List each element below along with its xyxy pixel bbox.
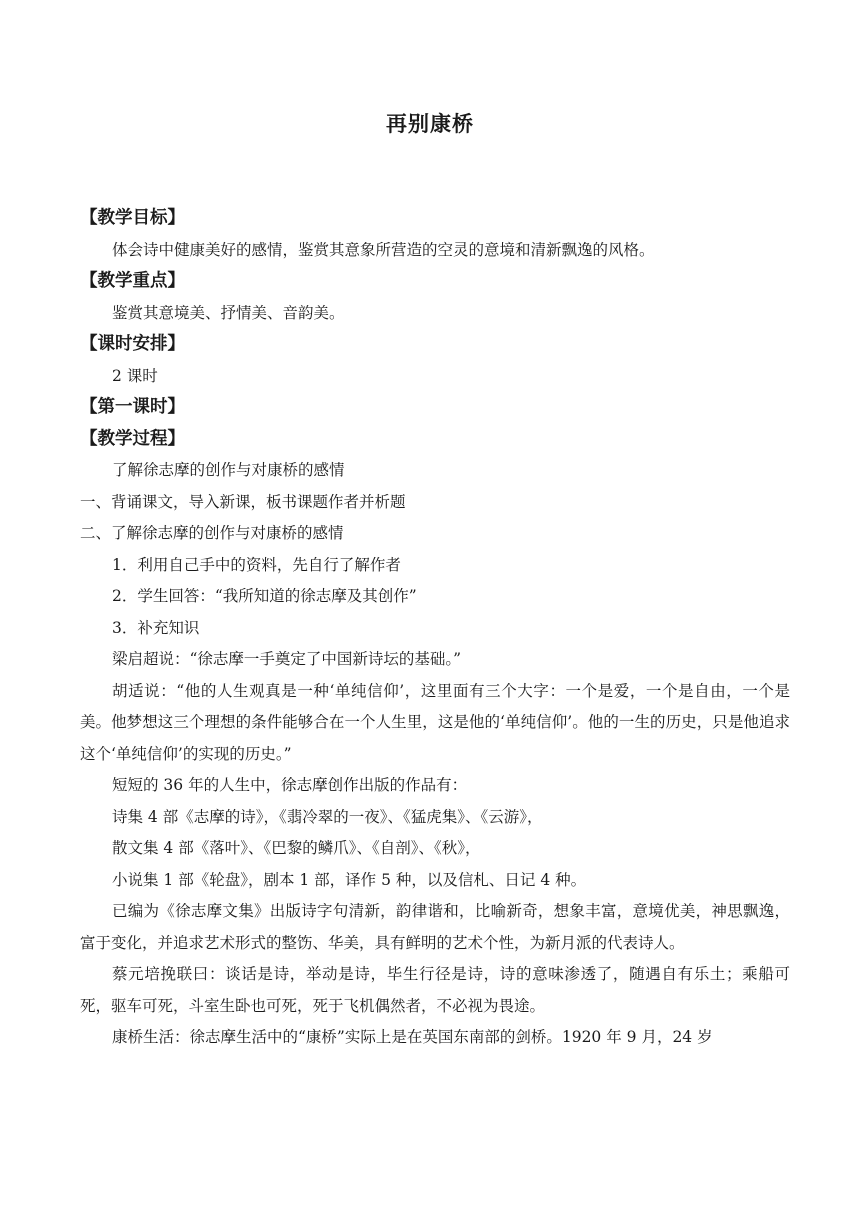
kangqiao-paragraph: 康桥生活：徐志摩生活中的“康桥”实际上是在英国东南部的剑桥。1920 年 9 月，24 岁 [112, 1028, 713, 1046]
document-title: 再别康桥 [386, 112, 474, 136]
novel-collections: 小说集 1 部《轮盘》，剧本 1 部，译作 5 种，以及信札、日记 4 种。 [112, 870, 587, 889]
section-heading-process: 【教学过程】 [80, 428, 185, 449]
step-one: 一、背诵课文，导入新课，板书课题作者并析题 [80, 492, 406, 511]
focus-paragraph: 鉴赏其意境美、抒情美、音韵美。 [112, 303, 345, 322]
step-two: 二、了解徐志摩的创作与对康桥的感情 [80, 524, 344, 542]
list-item: 1．利用自己手中的资料，先自行了解作者 [112, 555, 401, 574]
intro-paragraph: 了解徐志摩的创作与对康桥的感情 [112, 461, 345, 479]
works-intro: 短短的 36 年的人生中，徐志摩创作出版的作品有： [112, 776, 468, 794]
section-heading-schedule: 【课时安排】 [80, 334, 185, 354]
cai-couplet-paragraph: 蔡元培挽联曰：谈话是诗，举动是诗，毕生行径是诗，诗的意味渗透了，随遇自有乐土；乘船可死，驱车可死，斗室生卧也可死，死于飞机偶然者，不必视为畏途。 [80, 965, 790, 1015]
schedule-paragraph: 2 课时 [112, 366, 158, 385]
section-heading-goal: 【教学目标】 [80, 208, 185, 228]
poetry-collections: 诗集 4 部《志摩的诗》，《翡冷翠的一夜》、《猛虎集》、《云游》， [112, 807, 543, 826]
document-body [80, 203, 790, 1054]
liang-quote: 梁启超说：“徐志摩一手奠定了中国新诗坛的基础。” [112, 650, 462, 668]
section-heading-focus: 【教学重点】 [80, 271, 185, 291]
goal-paragraph: 体会诗中健康美好的感情，鉴赏其意象所营造的空灵的意境和清新飘逸的风格。 [112, 240, 655, 259]
list-item: 3．补充知识 [112, 618, 200, 637]
section-heading-lesson1: 【第一课时】 [80, 397, 185, 417]
essay-collections: 散文集 4 部《落叶》、《巴黎的鳞爪》、《自剖》、《秋》， [112, 839, 481, 857]
collected-works-paragraph: 已编为《徐志摩文集》出版诗字句清新，韵律谐和，比喻新奇，想象丰富，意境优美，神思飘逸，富于变化，并追求艺术形式的整饬、华美，具有鲜明的艺术个性，为新月派的代表诗人。 [80, 902, 790, 952]
list-item: 2．学生回答：“我所知道的徐志摩及其创作” [112, 587, 417, 605]
hu-quote: 胡适说：“他的人生观真是一种‘单纯信仰’，这里面有三个大字：一个是爱，一个是自由，一个是美。他梦想这三个理想的条件能够合在一个人生里，这是他的‘单纯信仰’。他的一生的历史，只是他追求这个‘单纯信仰’的实现的历史。” [80, 681, 790, 763]
